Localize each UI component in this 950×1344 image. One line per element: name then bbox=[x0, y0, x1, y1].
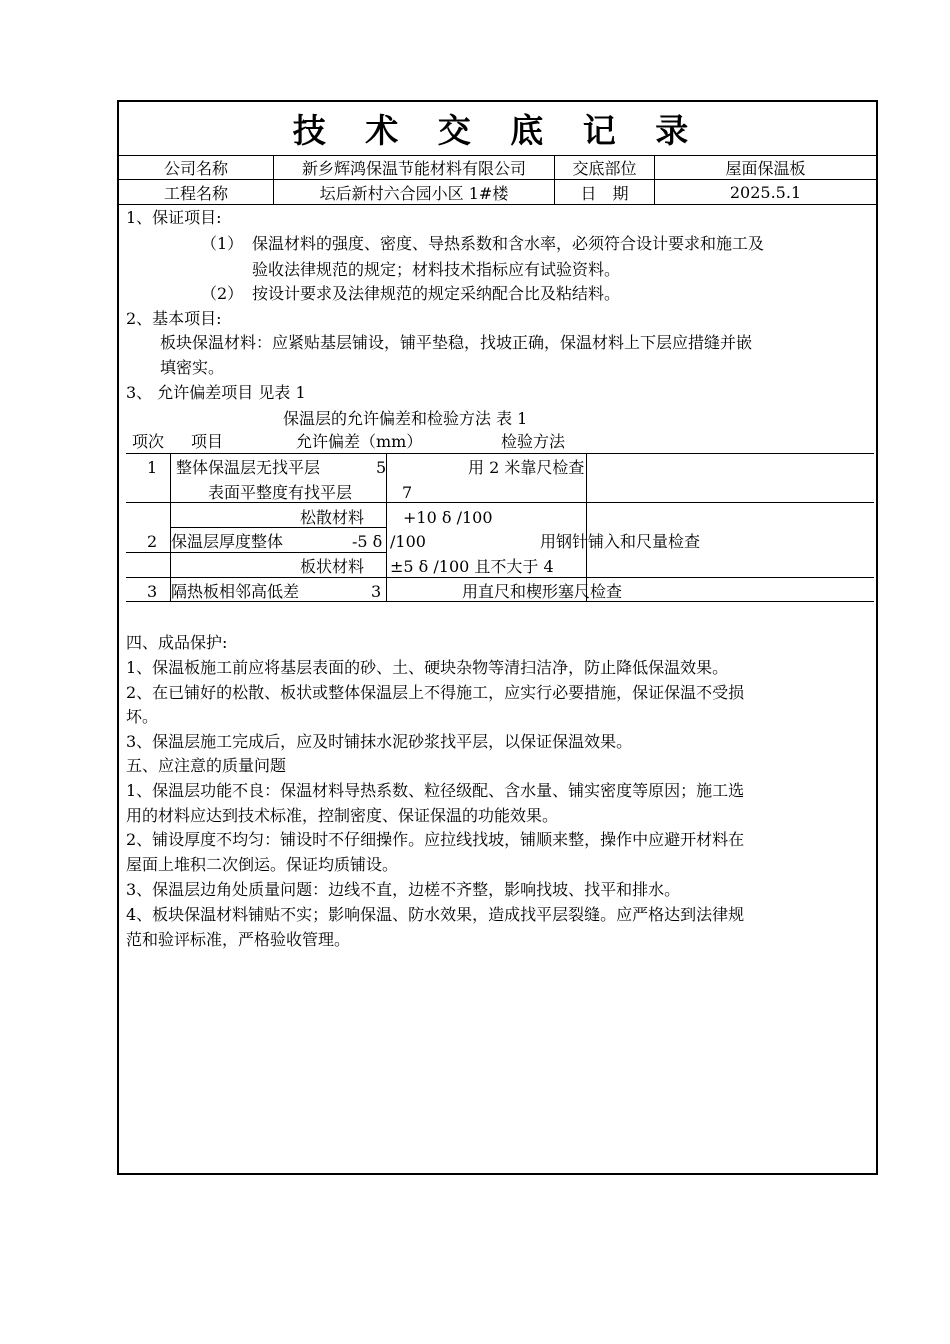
row1-method: 用 2 米靠尺检查 bbox=[468, 458, 585, 477]
document-title: 技 术 交 底 记 录 bbox=[119, 102, 876, 156]
row2-whole-value-part2: /100 bbox=[390, 532, 426, 551]
row2-method: 用钢针铺入和尺量检查 bbox=[540, 532, 701, 551]
row1-no: 1 bbox=[147, 458, 158, 477]
row2-sub-loose: 松散材料 bbox=[300, 508, 365, 527]
sec5-line4a: 4、板块保温材料铺贴不实；影响保温、防水效果，造成找平层裂缝。应严格达到法律规 bbox=[126, 905, 745, 924]
row3-method: 用直尺和楔形塞尺检查 bbox=[462, 582, 623, 601]
sec5-heading: 五、应注意的质量问题 bbox=[126, 756, 287, 775]
row1-item-b: 表面平整度有找平层 bbox=[208, 483, 353, 502]
sec5-line2a: 2、铺设厚度不均匀：铺设时不仔细操作。应拉线找坡，铺顺来整，操作中应避开材料在 bbox=[126, 830, 745, 849]
row2-no: 2 bbox=[147, 532, 158, 551]
sec2-line1: 板块保温材料：应紧贴基层铺设，铺平垫稳，找坡正确，保温材料上下层应措缝并嵌 bbox=[160, 333, 753, 352]
sec5-line1b: 用的材料应达到技术标准，控制密度、保证保温的功能效果。 bbox=[126, 806, 559, 825]
sec1-heading: 1、保证项目: bbox=[126, 208, 222, 227]
header-row-company bbox=[119, 155, 876, 180]
sec4-line3: 3、保温层施工完成后，应及时铺抹水泥砂浆找平层，以保证保温效果。 bbox=[126, 732, 633, 751]
row3-no: 3 bbox=[147, 582, 158, 601]
part-label: 交底部位 bbox=[572, 158, 637, 178]
sec3-heading: 3、 允许偏差项目 见表 1 bbox=[126, 383, 306, 402]
sec5-line3: 3、保温层边角处质量问题：边线不直，边槎不齐整，影响找坡、找平和排水。 bbox=[126, 880, 681, 899]
row3-item: 隔热板相邻高低差 bbox=[171, 582, 300, 601]
sec2-line2: 填密实。 bbox=[160, 358, 225, 377]
sec5-line2b: 屋面上堆积二次倒运。保证均质铺设。 bbox=[126, 855, 399, 874]
sec1-item2-line1: 按设计要求及法律规范的规定采纳配合比及粘结料。 bbox=[252, 284, 621, 303]
col-header-no: 项次 bbox=[132, 432, 165, 451]
row1-item-a-value: 5 bbox=[376, 458, 387, 477]
sec4-line2b: 坏。 bbox=[126, 707, 159, 726]
sec4-line1: 1、保温板施工前应将基层表面的砂、土、硬块杂物等清扫洁净，防止降低保温效果。 bbox=[126, 658, 729, 677]
row2-item: 保温层厚度整体 bbox=[171, 532, 284, 551]
sec4-heading: 四、成品保护: bbox=[126, 633, 228, 652]
table-caption: 保温层的允许偏差和检验方法 表 1 bbox=[283, 409, 528, 428]
project-label: 工程名称 bbox=[163, 183, 228, 203]
sec1-item1-line1: 保温材料的强度、密度、导热系数和含水率，必须符合设计要求和施工及 bbox=[252, 234, 765, 253]
part-value: 屋面保温板 bbox=[725, 158, 806, 178]
document-frame bbox=[117, 100, 878, 1175]
sec1-item1-num: （1） bbox=[201, 234, 244, 253]
row2-loose-value: +10 δ /100 bbox=[403, 508, 493, 527]
col-header-item: 项目 bbox=[191, 432, 224, 451]
company-value: 新乡辉鸿保温节能材料有限公司 bbox=[301, 158, 526, 178]
row1-item-b-value: 7 bbox=[402, 483, 413, 502]
col-header-tolerance: 允许偏差（mm） bbox=[296, 432, 423, 451]
sec1-item1-line2: 验收法律规范的规定；材料技术指标应有试验资料。 bbox=[252, 260, 621, 279]
date-label: 日 期 bbox=[580, 183, 629, 203]
row2-board-value: ±5 δ /100 且不大于 4 bbox=[390, 557, 554, 576]
project-value: 坛后新村六合园小区 1#楼 bbox=[319, 183, 509, 203]
row2-whole-value-part1: -5 δ bbox=[352, 532, 383, 551]
company-label: 公司名称 bbox=[163, 158, 228, 178]
row2-sub-board: 板状材料 bbox=[300, 557, 365, 576]
sec4-line2a: 2、在已铺好的松散、板状或整体保温层上不得施工，应实行必要措施，保证保温不受损 bbox=[126, 683, 745, 702]
header-row-project bbox=[119, 180, 876, 205]
sec1-item2-num: （2） bbox=[201, 284, 244, 303]
sec2-heading: 2、基本项目: bbox=[126, 309, 222, 328]
row1-item-a: 整体保温层无找平层 bbox=[176, 458, 321, 477]
row3-value: 3 bbox=[371, 582, 382, 601]
sec5-line4b: 范和验评标准，严格验收管理。 bbox=[126, 930, 351, 949]
date-value: 2025.5.1 bbox=[729, 182, 802, 202]
sec5-line1a: 1、保温层功能不良：保温材料导热系数、粒径级配、含水量、铺实密度等原因；施工选 bbox=[126, 781, 745, 800]
col-header-method: 检验方法 bbox=[501, 432, 566, 451]
